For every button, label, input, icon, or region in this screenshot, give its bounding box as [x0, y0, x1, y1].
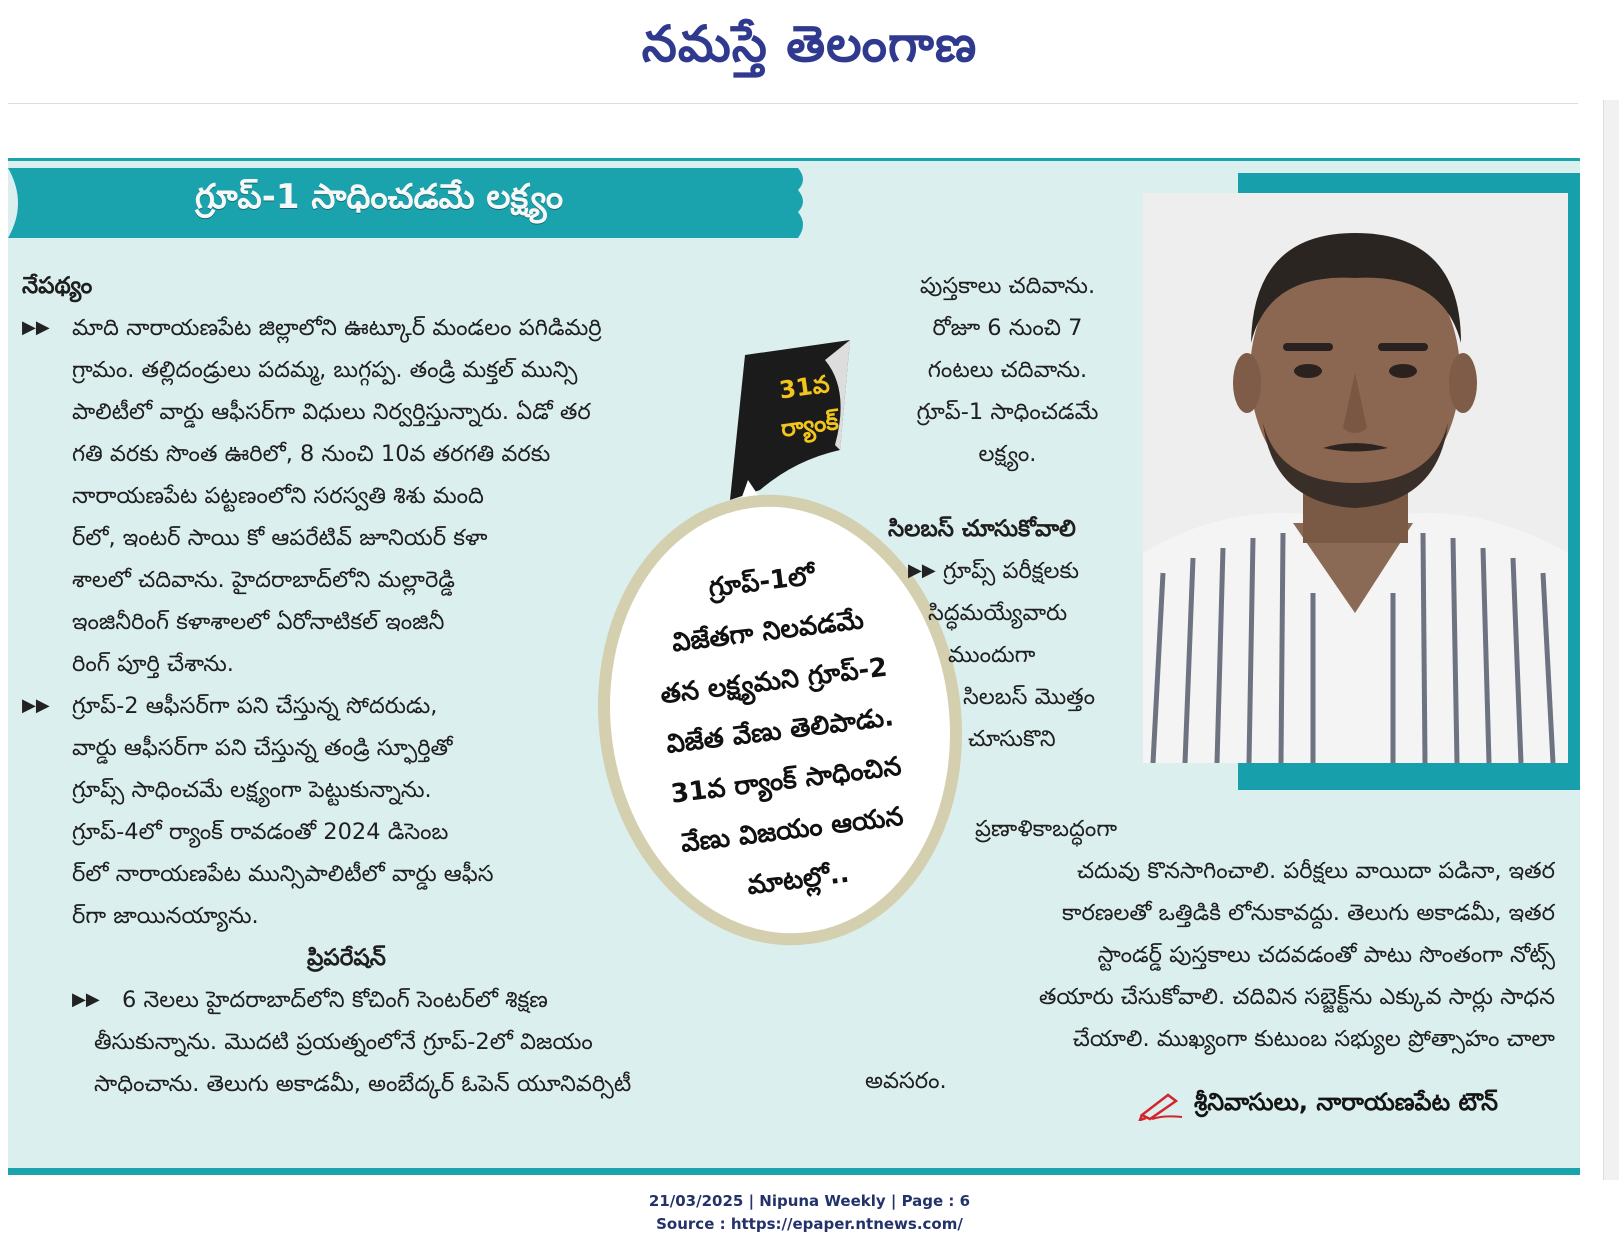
text-line: నారాయణపేట పట్టణంలోని సరస్వతి శిశు మంది [72, 483, 484, 509]
text-line: కారణలతో ఒత్తిడికి లోనుకావద్దు. తెలుగు అకాడమీ, ఇతర [1062, 900, 1555, 926]
text-line: ర్‌గా జాయినయ్యాను. [72, 903, 259, 929]
footer [0, 1190, 1619, 1236]
text-line: గ్రూప్-1 సాధించడమే [916, 399, 1099, 425]
quote-line: 31వ ర్యాంక్ సాధించిన [669, 751, 903, 810]
byline-text: శ్రీనివాసులు, నారాయణపేట టౌన్ [1194, 1088, 1498, 1116]
text-line: గంటలు చదివాను. [927, 357, 1088, 383]
footer-source-line[interactable]: Source : https://epaper.ntnews.com/ [656, 1215, 963, 1233]
rank-badge-line2: ర్యాంక్ [779, 406, 841, 443]
text-line: గ్రూప్స్ సాధించమే లక్ష్యంగా పెట్టుకున్నాను. [72, 777, 432, 803]
text-line: గ్రామం. తల్లిదండ్రులు పదమ్మ, బుగ్గప్ప. తండ్రి మక్తల్ మున్సి [72, 357, 578, 383]
double-chevron-icon: ▶▶ [22, 695, 50, 716]
paragraph-background [22, 307, 742, 349]
text-line: ర్‌లో నారాయణపేట మున్సిపాలిటీలో వార్డు ఆఫీస [72, 861, 494, 887]
text-line: అవసరం. [865, 1068, 947, 1094]
text-line: గ్రూప్-4లో ర్యాంక్ రావడంతో 2024 డిసెంబ [72, 819, 449, 845]
double-chevron-icon: ▶▶ [72, 989, 100, 1010]
rank-badge-line1: 31వ [777, 369, 832, 405]
paragraph-syllabus [888, 550, 1138, 592]
text-line: స్టాండర్డ్ పుస్తకాలు చదవడంతో పాటు సొంతంగా నోట్స్ [1097, 942, 1555, 968]
text-line: ర్‌లో, ఇంటర్ సాయి కో ఆపరేటివ్ జూనియర్ కళా [72, 525, 488, 551]
text-line: గతి వరకు సొంత ఊరిలో, 8 నుంచి 10వ తరగతి వరకు [72, 441, 551, 467]
double-chevron-icon: ▶▶ [908, 560, 936, 581]
text-line: రోజూ 6 నుంచి 7 [932, 315, 1083, 341]
text-line: లక్ష్యం. [978, 441, 1037, 467]
text-line: సిద్ధమయ్యేవారు [928, 600, 1068, 626]
panel-bottom-border [8, 1168, 1580, 1175]
text-line: చేయాలి. ముఖ్యంగా కుటుంబ సభ్యుల ప్రోత్సాహం చాలా [1072, 1026, 1555, 1052]
section-heading-syllabus: సిలబస్ చూసుకోవాలి [888, 516, 1076, 542]
quote-line: విజేత వేణు తెలిపాడు. [664, 702, 896, 760]
text-line: గ్రూప్స్ పరీక్షలకు [943, 558, 1080, 584]
text-line: మాది నారాయణపేట జిల్లాలోని ఊట్కూర్ మండలం పగిడిమర్రి [72, 315, 602, 341]
text-line: చదువు కొనసాగించాలి. పరీక్షలు వాయిదా పడినా, ఇతర [1076, 858, 1555, 884]
quote-line: మాటల్లో.. [745, 858, 851, 902]
text-line: ఇంజినీరింగ్ కళాశాలలో ఏరోనాటికల్ ఇంజినీ [72, 609, 445, 635]
quote-line: తన లక్ష్యమని గ్రూప్-2 [658, 652, 889, 711]
text-line: సాధించాను. తెలుగు అకాడమీ, అంబేద్కర్ ఓపెన్ యూనివర్సిటీ [94, 1071, 632, 1097]
quote-line: వేణు విజయం ఆయన [679, 801, 905, 859]
page-edge [1603, 100, 1619, 1180]
quote-line: విజేతగా నిలవడమే [670, 605, 866, 659]
double-chevron-icon: ▶▶ [22, 317, 50, 338]
pen-icon [1138, 1089, 1184, 1121]
portrait-illustration [1143, 193, 1568, 763]
quote-line: గ్రూప్-1లో [706, 560, 817, 604]
section-heading-background: నేపథ్యం [22, 273, 93, 299]
masthead [0, 0, 1619, 100]
byline [1138, 1088, 1498, 1122]
text-line: పుస్తకాలు చదివాను. [919, 273, 1096, 299]
column-middle-syllabus [888, 508, 1138, 760]
column-middle [880, 265, 1135, 475]
text-line: రింగ్ పూర్తి చేశాను. [72, 651, 234, 677]
footer-date-line: 21/03/2025 | Nipuna Weekly | Page : 6 [648, 1192, 971, 1210]
newspaper-logo: నమస్తే తెలంగాణ [641, 14, 978, 73]
headline: గ్రూప్-1 సాధించడమే లక్ష్యం [195, 177, 564, 217]
column-right [865, 808, 1555, 1102]
text-line: ప్రణాళికాబద్ధంగా [975, 816, 1118, 842]
text-line: శాలలో చదివాను. హైదరాబాద్‌లోని మల్లారెడ్డి [72, 567, 455, 593]
text-line: వార్డు ఆఫీసర్‌గా పని చేస్తున్న తండ్రి స్ఫూర్తితో [72, 735, 453, 761]
text-line: 6 నెలలు హైదరాబాద్‌లోని కోచింగ్ సెంటర్‌లో శిక్షణ [122, 987, 548, 1013]
portrait-photo [1143, 193, 1568, 763]
text-line: గ్రూప్-2 ఆఫీసర్‌గా పని చేస్తున్న సోదరుడు, [72, 693, 438, 719]
text-line: పాలిటీలో వార్డు ఆఫీసర్‌గా విధులు నిర్వర్తిస్తున్నారు. ఏడో తర [72, 399, 591, 425]
rank-badge-text [752, 361, 862, 450]
text-line: ముందుగా [948, 642, 1036, 668]
text-line: తయారు చేసుకోవాలి. చదివిన సబ్జెక్ట్‌ను ఎక్కువ సార్లు సాధన [1038, 984, 1555, 1010]
section-heading-preparation: ప్రిపరేషన్ [307, 945, 386, 971]
text-line: సిలబస్ మొత్తం [963, 684, 1096, 710]
paragraph-preparation [22, 979, 742, 1021]
text-line: తీసుకున్నాను. మొదటి ప్రయత్నంలోనే గ్రూప్-2లో విజయం [94, 1029, 593, 1055]
masthead-divider [8, 103, 1578, 104]
text-line: చూసుకొని [968, 726, 1056, 752]
